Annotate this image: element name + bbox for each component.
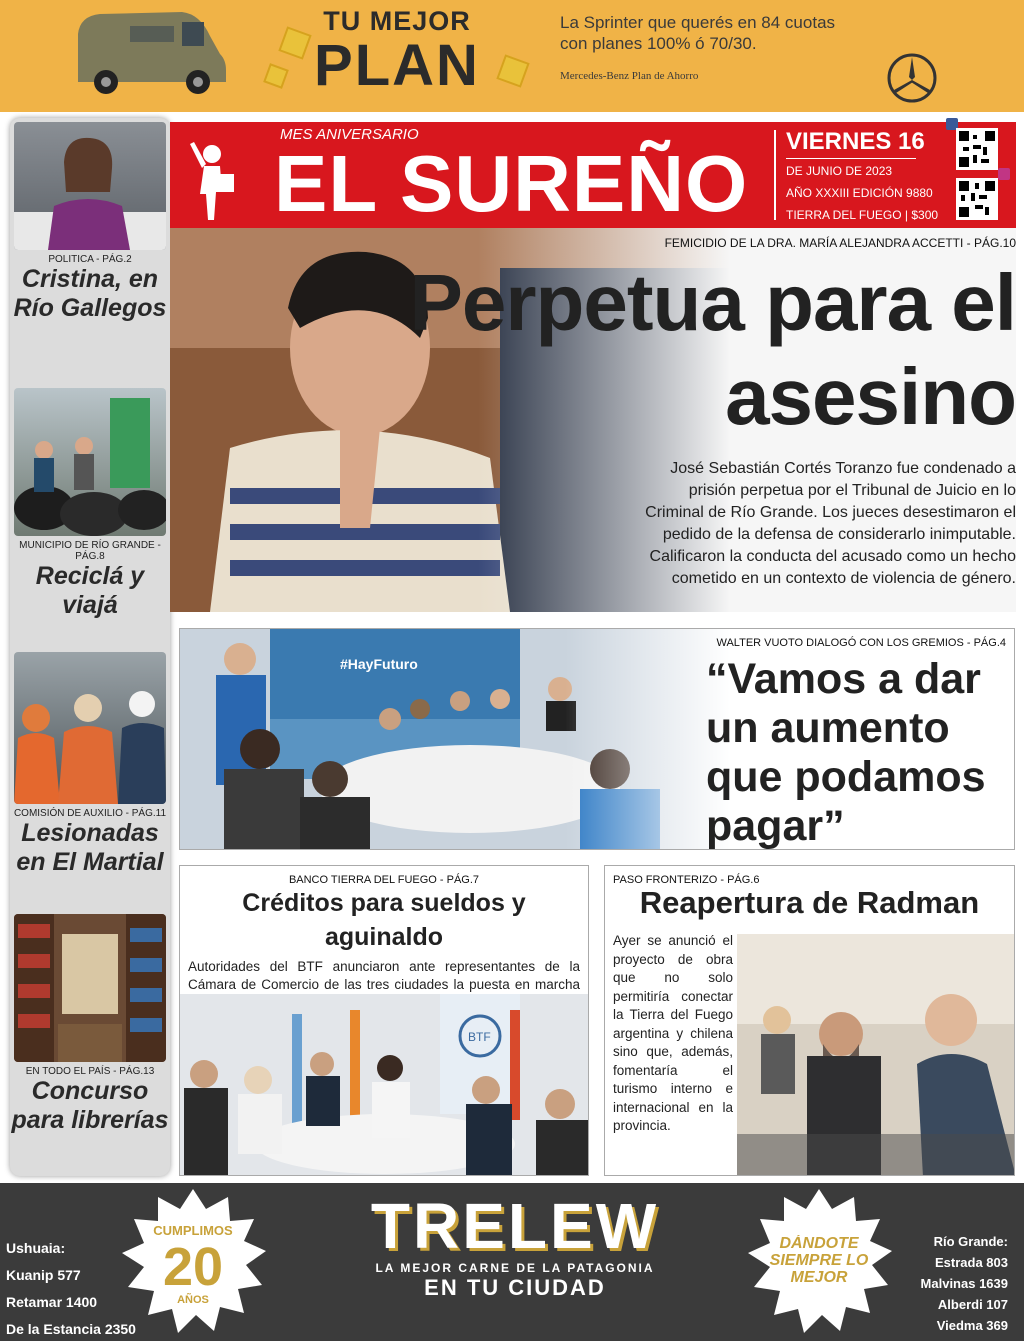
trelew-tagline2: EN TU CIUDAD	[424, 1275, 606, 1300]
trelew-tagline: LA MEJOR CARNE DE LA PATAGONIA	[375, 1261, 655, 1275]
bottom-advertisement[interactable]	[0, 1183, 1024, 1341]
mercedes-star-icon	[886, 52, 938, 104]
ad-copy-line2: con planes 100% ó 70/30.	[560, 34, 757, 53]
rio-grande-label: Río Grande:	[933, 1234, 1008, 1249]
radman-headline: Reapertura de Radman	[639, 885, 980, 920]
recycling-image	[14, 388, 166, 536]
sidebar-title: Cristina, en Río Gallegos	[13, 265, 167, 322]
ushuaia-address: Kuanip 577	[6, 1267, 81, 1283]
meeting-story[interactable]	[179, 628, 1015, 850]
sidebar-item-cristina[interactable]	[10, 118, 170, 323]
trelew-brand	[340, 1191, 690, 1301]
ad-title	[282, 6, 512, 98]
lead-body: José Sebastián Cortés Toranzo fue condenado a prisión perpetua por el Tribunal de Juicio en lo Criminal de Río Grande. Los jueces desestimaron el pedido de la defensa de considerarlo inimputable. Calificaron la conducta del acusado como un hecho cometido en un contexto de violencia de género.	[645, 460, 1016, 587]
rio-grande-address: Alberdi 107	[937, 1297, 1008, 1312]
sidebar-photo	[14, 388, 166, 536]
sidebar	[10, 118, 170, 1176]
ushuaia-addresses	[6, 1235, 136, 1341]
sidebar-photo	[14, 914, 166, 1062]
credits-kicker: BANCO TIERRA DEL FUEGO - PÁG.7	[288, 874, 480, 886]
sidebar-kicker: MUNICIPIO DE RÍO GRANDE - PÁG.8	[19, 540, 161, 562]
btf-banner-text: BTF	[468, 1030, 491, 1044]
ad-title-line2: PLAN	[314, 33, 480, 98]
radman-kicker: PASO FRONTERIZO - PÁG.6	[613, 874, 760, 886]
lead-headline: Perpetua para el asesino	[409, 258, 1016, 441]
issue-edition: AÑO XXXIII EDICIÓN 9880	[786, 186, 933, 200]
masthead	[170, 122, 1016, 228]
sidebar-kicker: EN TODO EL PAÍS - PÁG.13	[25, 1066, 155, 1077]
meeting-photo	[180, 629, 730, 850]
ad-title-line1: TU MEJOR	[323, 6, 471, 36]
sidebar-item-reciclaje[interactable]	[10, 384, 170, 620]
credits-body: Autoridades del BTF anunciaron ante representantes de la Cámara de Comercio de las tres ciudades la puesta en marcha	[188, 959, 580, 992]
sidebar-item-librerias[interactable]	[10, 910, 170, 1135]
trelew-logo: TRELEW	[370, 1190, 660, 1262]
instagram-icon[interactable]	[998, 168, 1010, 180]
sidebar-photo	[14, 652, 166, 804]
rio-grande-address: Estrada 803	[935, 1255, 1008, 1270]
newspaper-title: EL SUREÑO	[274, 139, 749, 228]
van-image	[70, 8, 230, 100]
ushuaia-address: De la Estancia 2350	[6, 1321, 136, 1337]
ad-copy-line1: La Sprinter que querés en 84 cuotas	[560, 13, 836, 32]
slogan-text: DÁNDOTE SIEMPRE LO MEJOR	[769, 1235, 869, 1286]
credits-photo	[180, 994, 589, 1176]
radman-photo	[737, 934, 1015, 1176]
masthead-rule	[786, 158, 916, 159]
masthead-divider	[774, 130, 776, 220]
facebook-qr-code[interactable]	[956, 128, 998, 170]
newspaper-vendor-logo-icon	[188, 134, 240, 224]
ad-copy	[560, 12, 835, 54]
rio-grande-addresses	[921, 1231, 1008, 1336]
sidebar-item-auxilio[interactable]	[10, 648, 170, 877]
ad-brand: Mercedes-Benz Plan de Ahorro	[560, 70, 699, 82]
rio-grande-address: Viedma 369	[936, 1318, 1008, 1333]
sidebar-kicker: POLITICA - PÁG.2	[48, 254, 132, 265]
radman-body: Ayer se anunció el proyecto de obra que no solo permitiría conectar la Tierra del Fuego argentina y chilena sino que, además, fomentaría el turismo interno e internacional en la provincia.	[613, 933, 733, 1133]
qr-code-icon	[959, 131, 995, 167]
instagram-qr-code[interactable]	[956, 178, 998, 220]
ushuaia-address: Retamar 1400	[6, 1294, 98, 1310]
person-image	[14, 122, 166, 250]
sidebar-title: Reciclá y viajá	[35, 562, 145, 619]
rescuers-image	[14, 652, 166, 804]
lead-story[interactable]	[170, 228, 1016, 612]
top-advertisement[interactable]	[0, 0, 1024, 112]
anniversary-badge	[118, 1187, 268, 1337]
sidebar-title: Lesionadas en El Martial	[16, 819, 164, 876]
badge-bottom-text: AÑOS	[177, 1294, 209, 1306]
anniversary-label: MES ANIVERSARIO	[280, 126, 419, 143]
issue-day: VIERNES 16	[786, 128, 925, 155]
credits-headline: Créditos para sueldos y aguinaldo	[242, 889, 526, 951]
badge-top-text: CUMPLIMOS	[153, 1223, 233, 1238]
issue-place-price: TIERRA DEL FUEGO | $300	[786, 208, 939, 222]
badge-number: 20	[162, 1237, 224, 1297]
ushuaia-label: Ushuaia:	[6, 1240, 66, 1256]
meeting-headline: “Vamos a dar un aumento que podamos pagar”	[706, 655, 986, 850]
qr-code-icon	[959, 181, 995, 217]
sidebar-photo	[14, 122, 166, 250]
meeting-kicker: WALTER VUOTO DIALOGÓ CON LOS GREMIOS - PÁG.4	[716, 637, 1006, 649]
credits-story[interactable]	[179, 865, 589, 1176]
bookstore-image	[14, 914, 166, 1062]
slogan-badge	[744, 1187, 894, 1337]
rio-grande-address: Malvinas 1639	[920, 1276, 1008, 1291]
lead-kicker: FEMICIDIO DE LA DRA. MARÍA ALEJANDRA ACCETTI - PÁG.10	[664, 236, 1016, 250]
issue-date: DE JUNIO DE 2023	[786, 164, 893, 178]
sidebar-title: Concurso para librerías	[11, 1077, 169, 1134]
radman-story[interactable]	[604, 865, 1015, 1176]
sidebar-kicker: COMISIÓN DE AUXILIO - PÁG.11	[13, 808, 167, 819]
